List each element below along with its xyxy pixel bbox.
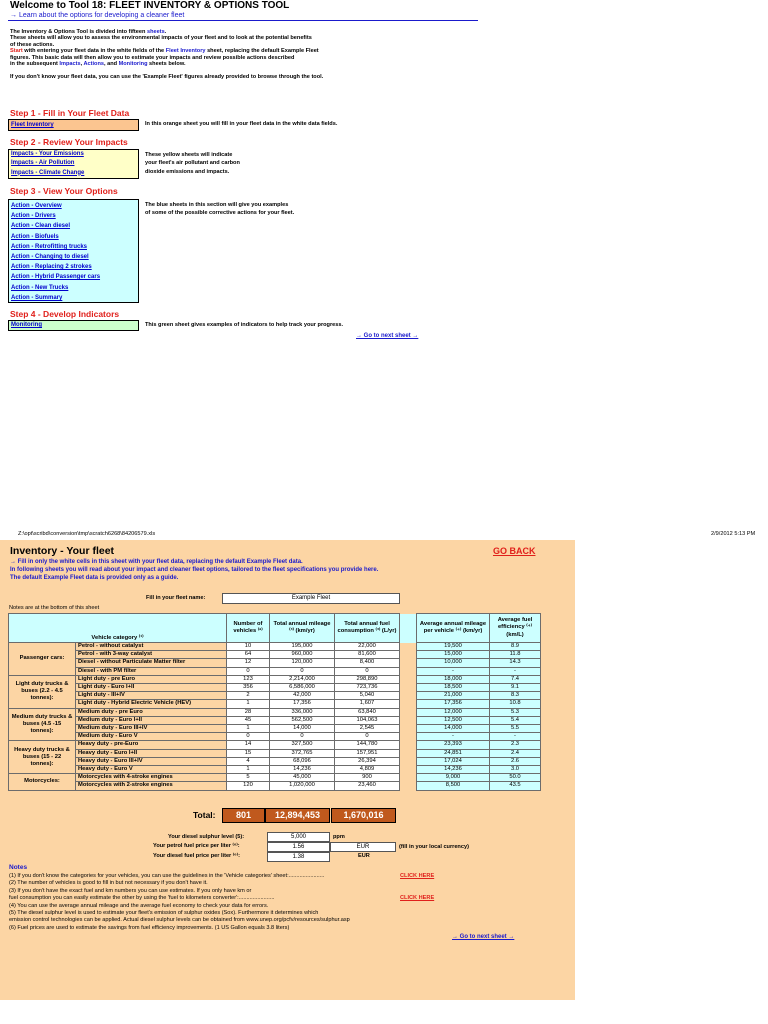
fuel-input[interactable]: 157,951 [335,749,400,757]
vehicle-count-input[interactable]: 4 [227,757,270,765]
step-4-box [8,320,139,331]
vehicle-count-input[interactable]: 1 [227,766,270,774]
mileage-input[interactable]: 42,000 [270,692,335,700]
avg-mileage: 21,000 [417,692,490,700]
step-2-box [8,149,139,179]
header-mileage: Total annual mileage ⁽³⁾ (km/yr) [270,614,335,643]
sheet-link[interactable]: Action - Overview [11,203,62,209]
instruction-line-2: In following sheets you will read about your impact and cleaner fleet options, tailored to the fleet specifications you provide here. [10,567,379,573]
vehicle-group-label: Heavy duty trucks & buses (15 - 22 tonnes): [9,741,76,774]
table-row [9,667,541,675]
spacer [400,675,417,683]
vehicle-category: Light duty - Euro I+II [76,684,227,692]
intro-line-1: The Inventory & Options Tool is divided into fifteen sheets. [10,29,167,35]
step-4-desc: This green sheet gives examples of indicators to help track your progress. [145,322,344,328]
intro-line-6: in the subsequent Impacts, Actions, and Monitoring sheets below. [10,61,186,68]
step-3-desc-line: The blue sheets in this section will give you examples [145,202,289,208]
click-here-converter[interactable]: CLICK HERE [400,895,435,901]
notes-hint: Notes are at the bottom of this sheet [9,605,100,611]
total-mileage: 12,894,453 [265,808,330,823]
mileage-input[interactable]: 14,236 [270,766,335,774]
total-fuel: 1,670,016 [331,808,396,823]
avg-efficiency: 3.0 [490,766,541,774]
vehicle-category: Diesel - with PM filter [76,667,227,675]
vehicle-count-input[interactable]: 1 [227,725,270,733]
mileage-input[interactable]: 0 [270,733,335,741]
sheet-link[interactable]: Impacts - Air Pollution [11,160,75,167]
vehicle-count-input[interactable]: 0 [227,733,270,741]
no-data-note: If you don't know your fleet data, you can use the 'Example Fleet' figures already provided to browse through the tool. [10,74,324,81]
avg-mileage: - [417,733,490,741]
table-row [9,643,541,651]
spacer [400,643,417,651]
avg-efficiency: 5.4 [490,716,541,724]
currency-note: (fill in your local currency) [399,844,469,850]
avg-efficiency: 2.3 [490,741,541,749]
vehicle-category: Petrol - with 3-way catalyst [76,651,227,659]
fuel-input[interactable]: 5,040 [335,692,400,700]
avg-efficiency: 8.9 [490,643,541,651]
diesel-price-label: Your diesel fuel price per liter ⁽⁶⁾: [153,853,240,859]
total-label: Total: [193,810,216,820]
spacer [400,733,417,741]
vehicle-group-label: Light duty trucks & buses (2.2 - 4.5 tonnes): [9,675,76,708]
vehicle-category: Medium duty - Euro I+II [76,716,227,724]
fuel-input[interactable]: 23,460 [335,782,400,790]
vehicle-count-input[interactable]: 28 [227,708,270,716]
fuel-input[interactable]: 22,000 [335,643,400,651]
table-row [9,733,541,741]
fuel-input[interactable]: 81,600 [335,651,400,659]
fuel-input[interactable]: 144,780 [335,741,400,749]
vehicle-category: Medium duty - pre Euro [76,708,227,716]
avg-efficiency: 9.1 [490,684,541,692]
vehicle-category: Light duty - Hybrid Electric Vehicle (HEV) [76,700,227,708]
spacer [400,708,417,716]
mileage-input[interactable]: 2,214,000 [270,675,335,683]
vehicle-group-label: Motorcycles: [9,774,76,790]
mileage-input[interactable]: 17,356 [270,700,335,708]
inventory-title: Inventory - Your fleet [10,545,115,557]
vehicle-category: Heavy duty - Euro III+IV [76,757,227,765]
vehicle-category: Light duty - pre Euro [76,675,227,683]
avg-efficiency: 5.5 [490,725,541,733]
click-here-categories[interactable]: CLICK HERE [400,873,435,879]
table-row [9,766,541,774]
table-row [9,774,541,782]
table-row [9,700,541,708]
avg-efficiency: 5.3 [490,708,541,716]
step-3-box [8,199,139,303]
mileage-input[interactable]: 336,000 [270,708,335,716]
mileage-input[interactable]: 327,500 [270,741,335,749]
vehicle-count-input[interactable]: 356 [227,684,270,692]
vehicle-category: Medium duty - Euro V [76,733,227,741]
fleet-name-label: Fill in your fleet name: [146,595,206,601]
vehicle-count-input[interactable]: 2 [227,692,270,700]
table-row [9,749,541,757]
avg-mileage: - [417,667,490,675]
fleet-name-input[interactable]: Example Fleet [222,593,400,604]
vehicle-count-input[interactable]: 0 [227,667,270,675]
mileage-input[interactable]: 14,000 [270,725,335,733]
table-row [9,725,541,733]
spacer [400,716,417,724]
vehicle-count-input[interactable]: 5 [227,774,270,782]
header-avg-efficiency: Average fuel efficiency ⁽⁴⁾ (km/L) [490,614,541,643]
mileage-input[interactable]: 960,000 [270,651,335,659]
vehicle-category: Motorcycles with 2-stroke engines [76,782,227,790]
avg-efficiency: 10.8 [490,700,541,708]
vehicle-count-input[interactable]: 45 [227,716,270,724]
diesel-currency: EUR [358,853,370,859]
spacer [400,774,417,782]
vehicle-category: Heavy duty - Euro I+II [76,749,227,757]
vehicle-category: Light duty - III+IV [76,692,227,700]
petrol-price-label: Your petrol fuel price per liter ⁽⁶⁾: [153,843,240,849]
vehicle-category: Motorcycles with 4-stroke engines [76,774,227,782]
spacer [400,757,417,765]
fuel-input[interactable]: 8,400 [335,659,400,667]
vehicle-count-input[interactable]: 10 [227,643,270,651]
note-item: (6) Fuel prices are used to estimate the savings from fuel efficiency improvements. (1 US Gallon equals 3.8 liters) [9,924,290,931]
avg-mileage: 12,000 [417,708,490,716]
spacer [400,766,417,774]
next-sheet-link[interactable]: → Go to next sheet → [356,333,419,339]
vehicle-category: Heavy duty - pre-Euro [76,741,227,749]
sheet-link[interactable]: Fleet Inventory [11,122,54,128]
instruction-line-1: → Fill in only the white cells in this sheet with your fleet data, replacing the default Example Fleet data. [10,559,303,565]
sheet-link[interactable]: Action - Hybrid Passenger cars [11,274,101,281]
mileage-input[interactable]: 120,000 [270,659,335,667]
avg-mileage: 14,000 [417,725,490,733]
intro-line-3: of these actions. [10,41,55,48]
note-item: (5) The diesel sulphur level is used to estimate your fleet's emission of sulphur oxides (Sox). Furthermore it determines which [9,910,319,917]
header-number: Number of vehicles ⁽²⁾ [227,614,270,643]
fuel-input[interactable]: 4,809 [335,766,400,774]
note-item: emission control technologies can be applied. Actual diesel sulphur levels can be obtained from www.unep.org/pcfv/resources/sulphur.asp [9,917,350,924]
vehicle-group-label: Passenger cars: [9,643,76,676]
vehicle-category: Petrol - without catalyst [76,643,227,651]
spacer [400,725,417,733]
table-row [9,741,541,749]
vehicle-count-input[interactable]: 123 [227,675,270,683]
fuel-input[interactable]: 104,063 [335,716,400,724]
spacer [400,741,417,749]
inventory-table [8,613,541,791]
step-1-desc: In this orange sheet you will fill in your fleet data in the white data fields. [145,121,338,127]
tool-subtitle: → Learn about the options for developing a cleaner fleet [10,12,185,19]
sheet-link[interactable]: Action - Changing to diesel [11,254,89,261]
intro-line-4: Start with entering your fleet data in the white fields of the Fleet Inventory sheet, replacing the default Example Fleet [10,48,319,55]
sheet-link[interactable]: Impacts - Climate Change [11,169,85,176]
vehicle-count-input[interactable]: 120 [227,782,270,790]
step-3-desc [145,201,294,218]
vehicle-count-input[interactable]: 14 [227,741,270,749]
mileage-input[interactable]: 0 [270,667,335,675]
sheet-link[interactable]: Impacts - Your Emissions [11,151,84,157]
sheet-link[interactable]: Action - New Trucks [11,284,69,291]
header-avg-mileage: Average annual mileage per vehicle ⁽⁴⁾ (km/yr) [417,614,490,643]
sheet-link[interactable]: Action - Retrofitting trucks [11,243,87,250]
avg-efficiency: - [490,733,541,741]
fuel-input[interactable]: 1,607 [335,700,400,708]
vehicle-group-label: Medium duty trucks & buses (4.5 -15 tonnes): [9,708,76,741]
spacer [400,684,417,692]
diesel-price-input[interactable]: 1.38 [267,852,330,862]
avg-efficiency: 11.8 [490,651,541,659]
table-row [9,716,541,724]
inventory-next-sheet-link[interactable]: → Go to next sheet → [452,934,515,940]
avg-efficiency: 2.6 [490,757,541,765]
file-path: Z:\opt\scribd\conversion\tmp\scratch6268\84206579.xls [18,531,156,537]
avg-efficiency: 43.5 [490,782,541,790]
avg-mileage: 9,000 [417,774,490,782]
table-row [9,692,541,700]
fuel-input[interactable]: 723,736 [335,684,400,692]
avg-mileage: 14,236 [417,766,490,774]
petrol-price-input[interactable]: 1.56 [267,842,330,852]
note-item: (2) The number of vehicles is good to fill in but not necessary if you don't have it. [9,880,208,887]
mileage-input[interactable]: 68,096 [270,757,335,765]
vehicle-category: Heavy duty - Euro V [76,766,227,774]
avg-mileage: 19,500 [417,643,490,651]
note-item: fuel consumption you can easily estimate the other by using the 'fuel to kilometers converter':....................... [9,895,275,902]
avg-mileage: 8,500 [417,782,490,790]
avg-efficiency: - [490,667,541,675]
note-item: (4) You can use the average annual mileage and the average fuel economy to check your data for errors. [9,902,269,909]
table-row [9,782,541,790]
spacer [400,667,417,675]
print-date: 2/9/2012 5:13 PM [711,531,756,537]
table-row [9,675,541,683]
note-item: (3) If you don't have the exact fuel and km numbers you can use estimates. If you only have km or [9,887,252,894]
spacer [400,651,417,659]
go-back-link[interactable]: GO BACK [493,546,536,556]
notes-title: Notes [9,864,28,871]
mileage-input[interactable]: 1,020,000 [270,782,335,790]
sheet-link[interactable]: Action - Drivers [11,213,56,220]
spacer [400,614,417,643]
avg-mileage: 17,356 [417,700,490,708]
sheet-link[interactable]: Action - Replacing 2 strokes [11,264,92,271]
step-1-box [8,119,139,131]
avg-mileage: 24,851 [417,749,490,757]
vehicle-category: Diesel - without Particulate Matter filter [76,659,227,667]
avg-mileage: 15,000 [417,651,490,659]
table-row [9,651,541,659]
spacer [400,659,417,667]
step-3-desc-line: of some of the possible corrective actions for your fleet. [145,210,295,217]
spacer [400,700,417,708]
sulphur-input[interactable]: 5,000 [267,832,330,842]
step-2-desc-line: These yellow sheets will indicate [145,152,233,158]
header-vehicle-category: Vehicle category ⁽¹⁾ [9,614,227,643]
mileage-input[interactable]: 562,500 [270,716,335,724]
avg-efficiency: 8.3 [490,692,541,700]
intro-line-2: These sheets will allow you to assess the environmental impacts of your fleet and to look at the potential benefits [10,35,312,42]
fuel-input[interactable]: 26,394 [335,757,400,765]
avg-mileage: 10,000 [417,659,490,667]
tool-title: Welcome to Tool 18: FLEET INVENTORY & OPTIONS TOOL [10,0,290,11]
inventory-table-body [9,614,541,791]
intro-paragraph [10,29,323,81]
fuel-input[interactable]: 900 [335,774,400,782]
table-row [9,659,541,667]
mileage-input[interactable]: 372,765 [270,749,335,757]
header-fuel: Total annual fuel consumption ⁽³⁾ (L/yr) [335,614,400,643]
vehicle-category: Medium duty - Euro III+IV [76,725,227,733]
avg-mileage: 23,393 [417,741,490,749]
fuel-input[interactable]: 2,545 [335,725,400,733]
petrol-currency-input[interactable]: EUR [330,842,396,852]
fuel-input[interactable]: 0 [335,733,400,741]
fuel-input[interactable]: 63,840 [335,708,400,716]
avg-efficiency: 7.4 [490,675,541,683]
fuel-input[interactable]: 0 [335,667,400,675]
avg-mileage: 17,024 [417,757,490,765]
vehicle-count-input[interactable]: 15 [227,749,270,757]
avg-mileage: 18,000 [417,675,490,683]
vehicle-count-input[interactable]: 64 [227,651,270,659]
mileage-input[interactable]: 195,000 [270,643,335,651]
instruction-line-3: The default Example Fleet data is provided only as a guide. [10,575,179,581]
intro-line-5: figures. This basic data will then allow you to estimate your impacts and review possible actions described [10,54,295,61]
fuel-input[interactable]: 298,890 [335,675,400,683]
step-3-title: Step 3 - View Your Options [10,186,118,196]
avg-mileage: 12,500 [417,716,490,724]
total-number: 801 [222,808,265,823]
sheet-link[interactable]: Action - Clean diesel [11,223,71,230]
step-4-title: Step 4 - Develop Indicators [10,309,120,319]
vehicle-count-input[interactable]: 12 [227,659,270,667]
sulphur-unit: ppm [333,834,345,840]
avg-efficiency: 50.0 [490,774,541,782]
sheet-link[interactable]: Action - Biofuels [11,233,59,240]
sheet-link[interactable]: Action - Summary [11,294,63,301]
note-item: (1) If you don't know the categories for your vehicles, you can use the guidelines in the 'Vehicle categories' sheet:....................... [9,873,325,879]
table-row [9,757,541,765]
spacer [400,749,417,757]
spacer [400,692,417,700]
step-2-desc-line: your fleet's air pollutant and carbon [145,160,240,167]
vehicle-count-input[interactable]: 1 [227,700,270,708]
header-row [9,614,541,643]
notes-list [9,873,350,932]
step-1-title: Step 1 - Fill in Your Fleet Data [10,108,130,118]
step-2-desc-line: dioxide emissions and impacts. [145,168,230,175]
sheet-link[interactable]: Monitoring [11,322,42,328]
mileage-input[interactable]: 45,000 [270,774,335,782]
avg-mileage: 18,500 [417,684,490,692]
sulphur-label: Your diesel sulphur level (5): [168,834,245,840]
mileage-input[interactable]: 6,586,000 [270,684,335,692]
step-2-desc [145,151,240,176]
table-row [9,708,541,716]
avg-efficiency: 2.4 [490,749,541,757]
table-row [9,684,541,692]
title-divider [8,20,478,21]
avg-efficiency: 14.3 [490,659,541,667]
spacer [400,782,417,790]
step-2-title: Step 2 - Review Your Impacts [10,137,128,147]
